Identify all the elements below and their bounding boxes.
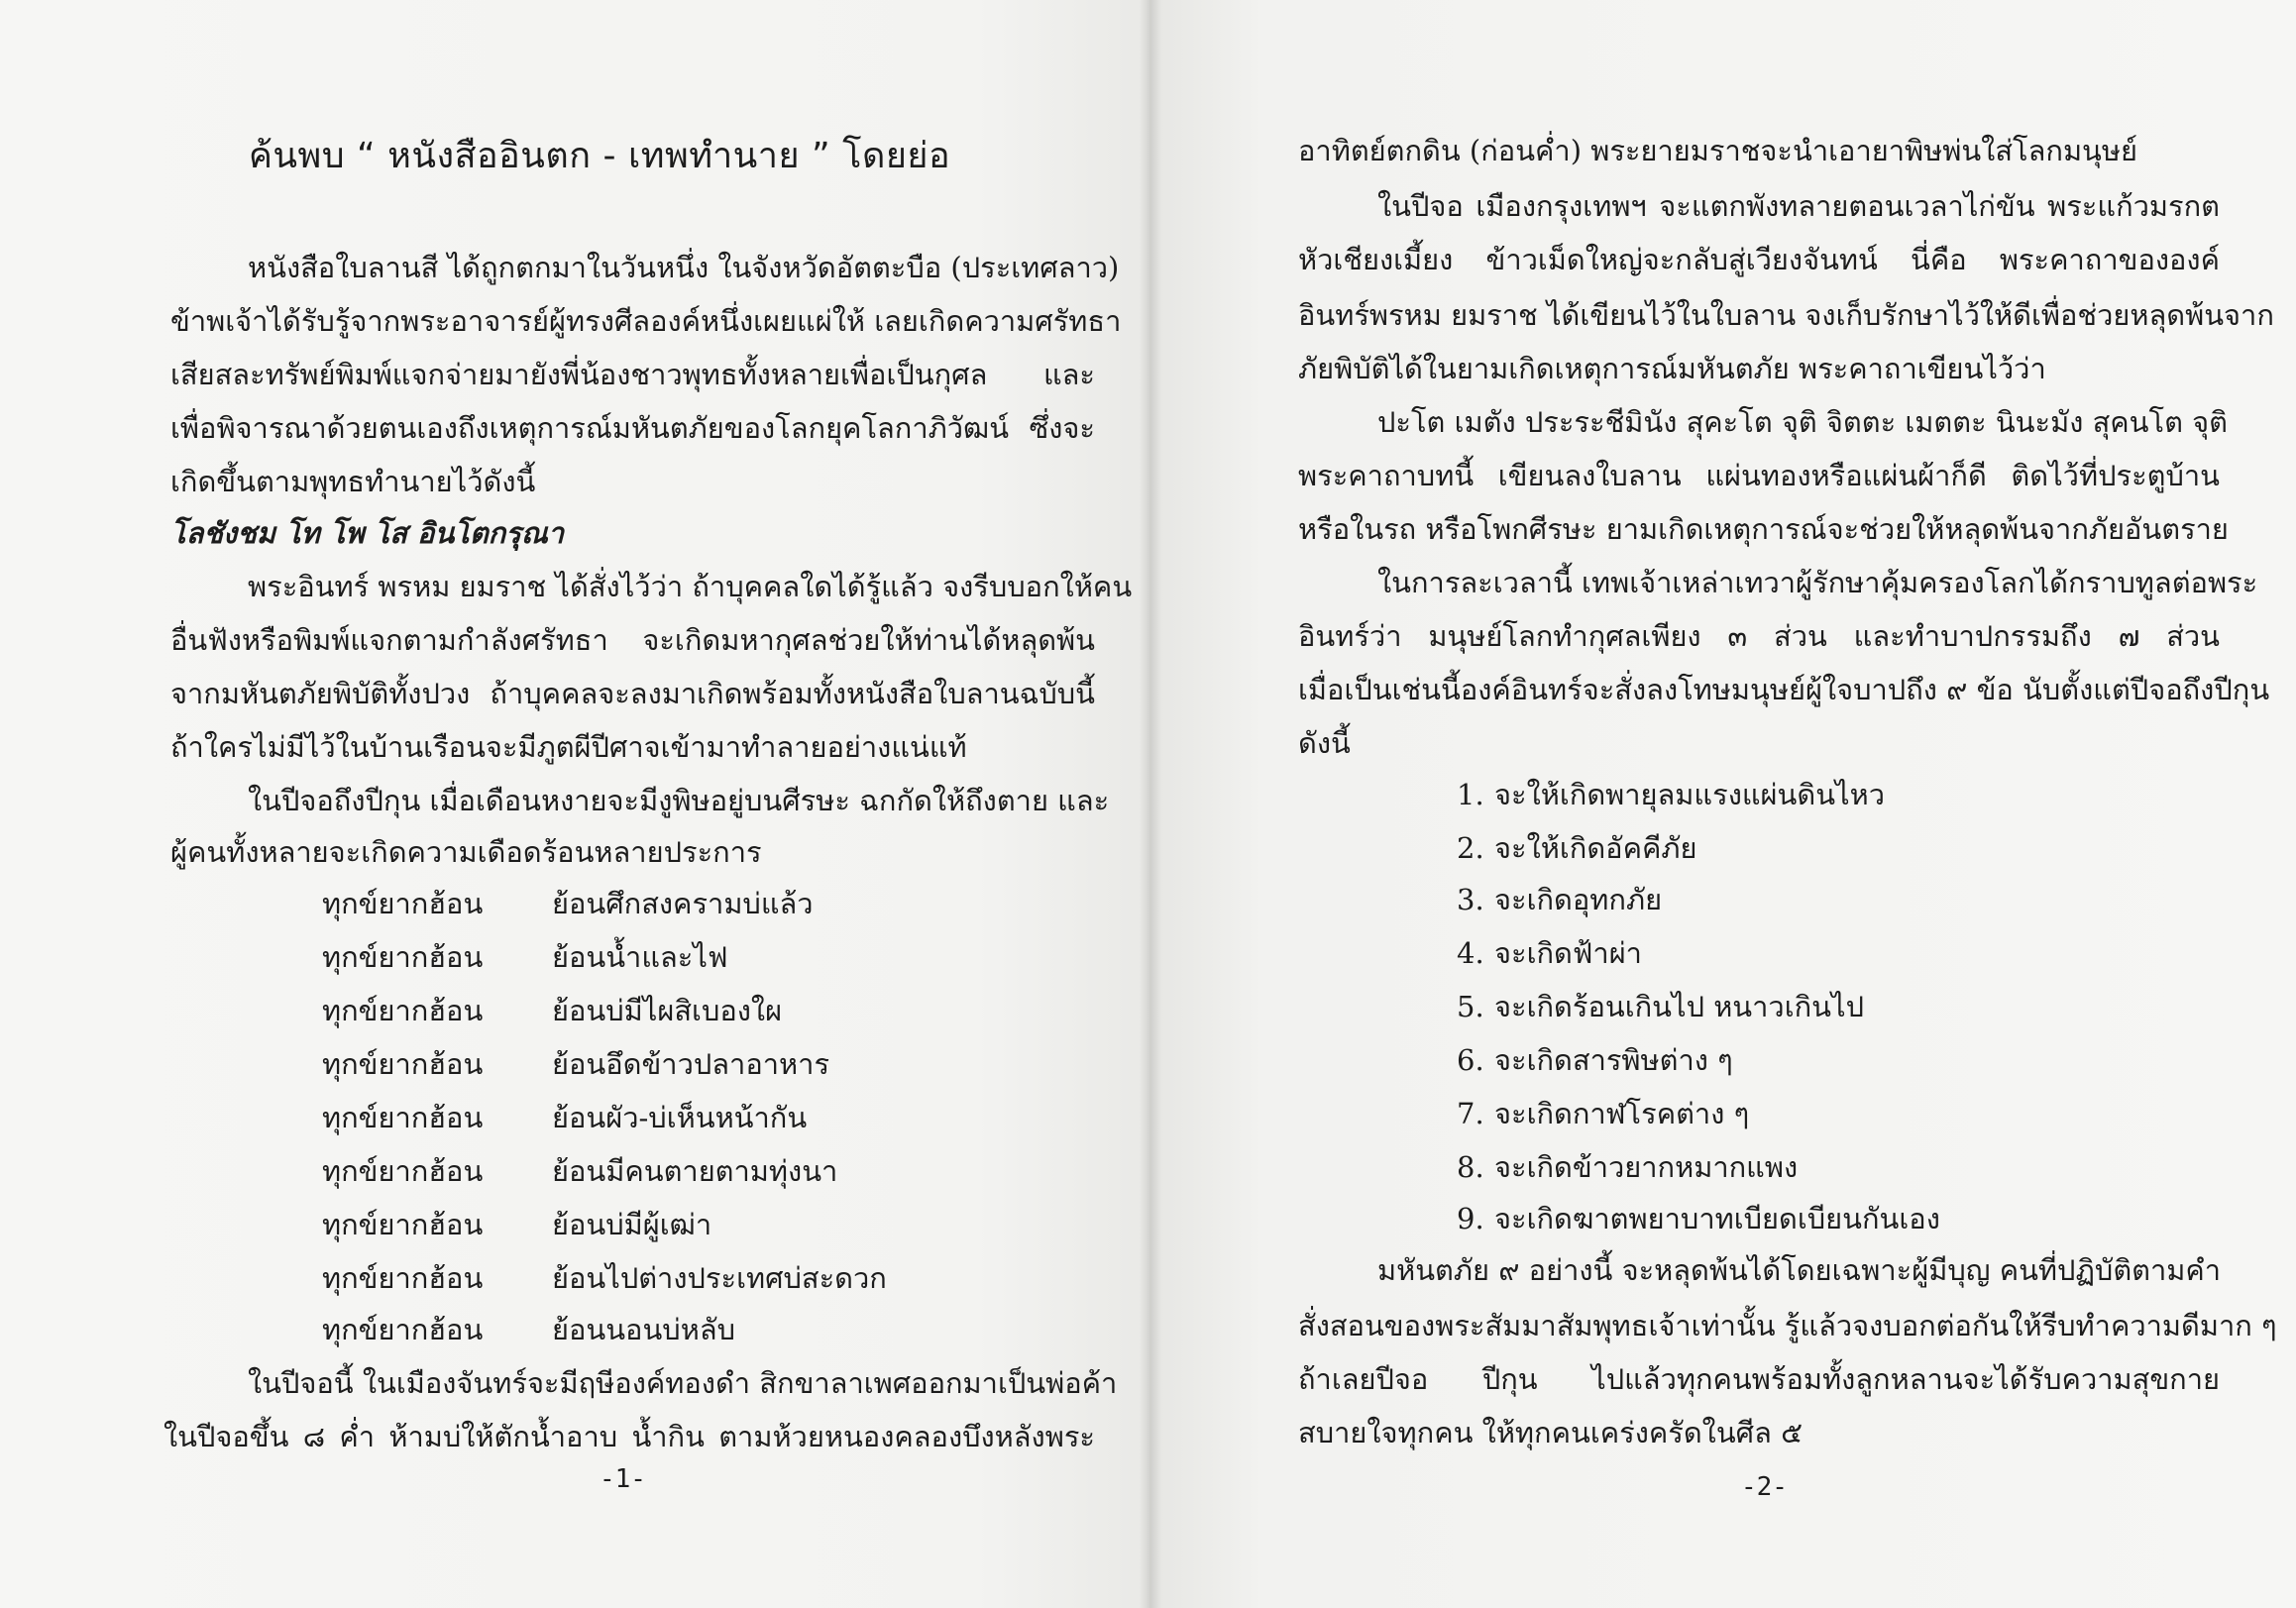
page-number-left: -1- [600,1464,646,1494]
paragraph-line: ในปีจอถึงปีกุน เมื่อเดือนหงายจะมีงูพิษอยู่บนศีรษะ ฉกกัดให้ถึงตาย และ [248,784,1110,817]
paragraph-line: เพื่อพิจารณาด้วยตนเองถึงเหตุการณ์มหันตภัยของโลกยุคโลกาภิวัฒน์ ซึ่งจะ [170,411,1095,445]
paragraph-line: อื่นฟังหรือพิมพ์แจกตามกำลังศรัทธา จะเกิดมหากุศลช่วยให้ท่านได้หลุดพ้น [170,623,1095,657]
list-text: จะให้เกิดอัคคีภัย [1494,831,1697,865]
list-item [1457,987,1864,1026]
paragraph-line: สบายใจทุกคน ให้ทุกคนเคร่งครัดในศีล ๕ [1298,1416,1804,1449]
paragraph-line: เมื่อเป็นเช่นนี้องค์อินทร์จะสั่งลงโทษมนุษย์ผู้ใจบาปถึง ๙ ข้อ นับตั้งแต่ปีจอถึงปีกุน [1298,673,2270,706]
list-item [1457,775,1885,814]
list-item [1457,828,1696,868]
lament-label: ทุกข์ยากฮ้อน [322,1313,484,1346]
lament-text: ย้อนมีคนตายตามทุ่งนา [552,1154,838,1188]
list-number: 5. [1457,990,1484,1023]
list-number: 7. [1457,1097,1484,1130]
lament-label: ทุกข์ยากฮ้อน [322,1101,484,1134]
lament-text: ย้อนนอนบ่หลับ [552,1313,736,1346]
list-number: 3. [1457,883,1484,916]
paragraph-line: มหันตภัย ๙ อย่างนี้ จะหลุดพ้นได้โดยเฉพาะผู้มีบุญ คนที่ปฏิบัติตามคำ [1377,1253,2222,1287]
list-text: จะเกิดข้าวยากหมากแพง [1494,1150,1799,1184]
list-item [1457,933,1642,973]
lament-text: ย้อนผัว-บ่เห็นหน้ากัน [552,1101,808,1134]
paragraph-line: อินทร์พรหม ยมราช ได้เขียนไว้ในใบลาน จงเก็บรักษาไว้ให้ดีเพื่อช่วยหลุดพ้นจาก [1298,298,2274,332]
paragraph-line: ในปีจอนี้ ในเมืองจันทร์จะมีฤษีองค์ทองดำ สิกขาลาเพศออกมาเป็นพ่อค้า [248,1366,1118,1400]
paragraph-line: พระอินทร์ พรหม ยมราช ได้สั่งไว้ว่า ถ้าบุคคลใดได้รู้แล้ว จงรีบบอกให้คน [248,570,1133,603]
incantation-line: ปะโต เมตัง ประระชีมินัง สุคะโต จุติ จิตตะ เมตตะ นินะมัง สุคนโต จุติ [1377,405,2228,439]
book-gutter [1140,0,1161,1608]
list-item [1457,880,1662,919]
paragraph-line: หรือในรถ หรือโพกศีรษะ ยามเกิดเหตุการณ์จะช่วยให้หลุดพ้นจากภัยอันตราย [1298,512,2229,546]
lament-row [322,991,782,1030]
list-text: จะเกิดฆาตพยาบาทเบียดเบียนกันเอง [1494,1202,1940,1235]
lament-row [322,1258,887,1298]
lament-label: ทุกข์ยากฮ้อน [322,940,484,974]
list-text: จะให้เกิดพายุลมแรงแผ่นดินไหว [1494,778,1886,811]
paragraph-line: ภัยพิบัติได้ในยามเกิดเหตุการณ์มหันตภัย พระคาถาเขียนไว้ว่า [1298,352,2046,385]
list-text: จะเกิดฟ้าผ่า [1494,936,1642,970]
incantation-line: โลชังชม โท โพ โส อินโตกรุณา [170,516,565,550]
lament-text: ย้อนบ่มีไผสิเบองใผ [552,994,783,1027]
lament-row [322,1098,807,1137]
paragraph-line: หัวเชียงเมี้ยง ข้าวเม็ดใหญ่จะกลับสู่เวียงจันทน์ นี่คือ พระคาถาขององค์ [1298,243,2220,276]
paragraph-line: ถ้าใครไม่มีไว้ในบ้านเรือนจะมีภูตผีปีศาจเข้ามาทำลายอย่างแน่แท้ [170,730,967,764]
paragraph-line: เสียสละทรัพย์พิมพ์แจกจ่ายมายังพี่น้องชาวพุทธทั้งหลายเพื่อเป็นกุศล และ [170,358,1095,391]
list-text: จะเกิดอุทกภัย [1494,883,1663,916]
list-number: 8. [1457,1150,1484,1184]
lament-row [322,1205,711,1244]
lament-text: ย้อนอึดข้าวปลาอาหาร [552,1047,830,1081]
lament-text: ย้อนไปต่างประเทศบ่สะดวก [552,1261,887,1295]
lament-row [322,1044,829,1084]
lament-text: ย้อนน้ำและไฟ [552,940,728,974]
paragraph-line: ข้าพเจ้าได้รับรู้จากพระอาจารย์ผู้ทรงศีลองค์หนึ่งเผยแผ่ให้ เลยเกิดความศรัทธา [170,304,1122,338]
paragraph-line: พระคาถาบทนี้ เขียนลงใบลาน แผ่นทองหรือแผ่นผ้าก็ดี ติดไว้ที่ประตูบ้าน [1298,459,2220,492]
lament-text: ย้อนศึกสงครามบ่แล้ว [552,887,814,920]
paragraph-line: ในปีจอขึ้น ๘ ค่ำ ห้ามบ่ให้ตักน้ำอาบ น้ำกิน ตามห้วยหนองคลองบึงหลังพระ [164,1420,1095,1453]
page-number-right: -2- [1741,1472,1788,1502]
lament-row [322,884,814,923]
lament-text: ย้อนบ่มีผู้เฒ่า [552,1208,712,1241]
list-number: 1. [1457,778,1484,811]
paragraph-line: ในปีจอ เมืองกรุงเทพฯ จะแตกพังทลายตอนเวลาไก่ขัน พระแก้วมรกต [1377,189,2220,223]
page-title: ค้นพบ “ หนังสืออินตก - เทพทำนาย ” โดยย่อ [248,136,951,176]
list-number: 2. [1457,831,1484,865]
list-number: 6. [1457,1043,1484,1077]
lament-label: ทุกข์ยากฮ้อน [322,1154,484,1188]
lament-row [322,1151,837,1191]
list-text: จะเกิดร้อนเกินไป หนาวเกินไป [1494,990,1864,1023]
lament-label: ทุกข์ยากฮ้อน [322,1208,484,1241]
lament-row [322,937,728,977]
paragraph-line: อาทิตย์ตกดิน (ก่อนค่ำ) พระยายมราชจะนำเอายาพิษพ่นใส่โลกมนุษย์ [1298,134,2137,167]
list-item [1457,1199,1940,1238]
paragraph-line: ถ้าเลยปีจอ ปีกุน ไปแล้วทุกคนพร้อมทั้งลูกหลานจะได้รับความสุขกาย [1298,1362,2220,1396]
lament-label: ทุกข์ยากฮ้อน [322,1047,484,1081]
paragraph-line: ในการละเวลานี้ เทพเจ้าเหล่าเทวาผู้รักษาคุ้มครองโลกได้กราบทูลต่อพระ [1377,566,2258,599]
list-text: จะเกิดสารพิษต่าง ๆ [1494,1043,1733,1077]
paragraph-line: ดังนี้ [1298,726,1351,760]
paragraph-line: ผู้คนทั้งหลายจะเกิดความเดือดร้อนหลายประการ [170,835,762,869]
paragraph-line: จากมหันตภัยพิบัติทั้งปวง ถ้าบุคคลจะลงมาเกิดพร้อมทั้งหนังสือใบลานฉบับนี้ [170,677,1095,710]
list-number: 4. [1457,936,1484,970]
list-number: 9. [1457,1202,1484,1235]
lament-label: ทุกข์ยากฮ้อน [322,1261,484,1295]
paragraph-line: เกิดขึ้นตามพุทธทำนายไว้ดังนี้ [170,465,536,498]
lament-label: ทุกข์ยากฮ้อน [322,994,484,1027]
paragraph-line: หนังสือใบลานสี ได้ถูกตกมาในวันหนึ่ง ในจังหวัดอัตตะบือ (ประเทศลาว) [248,251,1120,284]
list-text: จะเกิดกาฬโรคต่าง ๆ [1494,1097,1750,1130]
paragraph-line: อินทร์ว่า มนุษย์โลกทำกุศลเพียง ๓ ส่วน และทำบาปกรรมถึง ๗ ส่วน [1298,619,2220,653]
lament-row [322,1310,735,1349]
lament-label: ทุกข์ยากฮ้อน [322,887,484,920]
list-item [1457,1040,1733,1080]
paragraph-line: สั่งสอนของพระสัมมาสัมพุทธเจ้าเท่านั้น รู้แล้วจงบอกต่อกันให้รีบทำความดีมาก ๆ [1298,1309,2277,1342]
list-item [1457,1094,1749,1133]
list-item [1457,1147,1798,1187]
